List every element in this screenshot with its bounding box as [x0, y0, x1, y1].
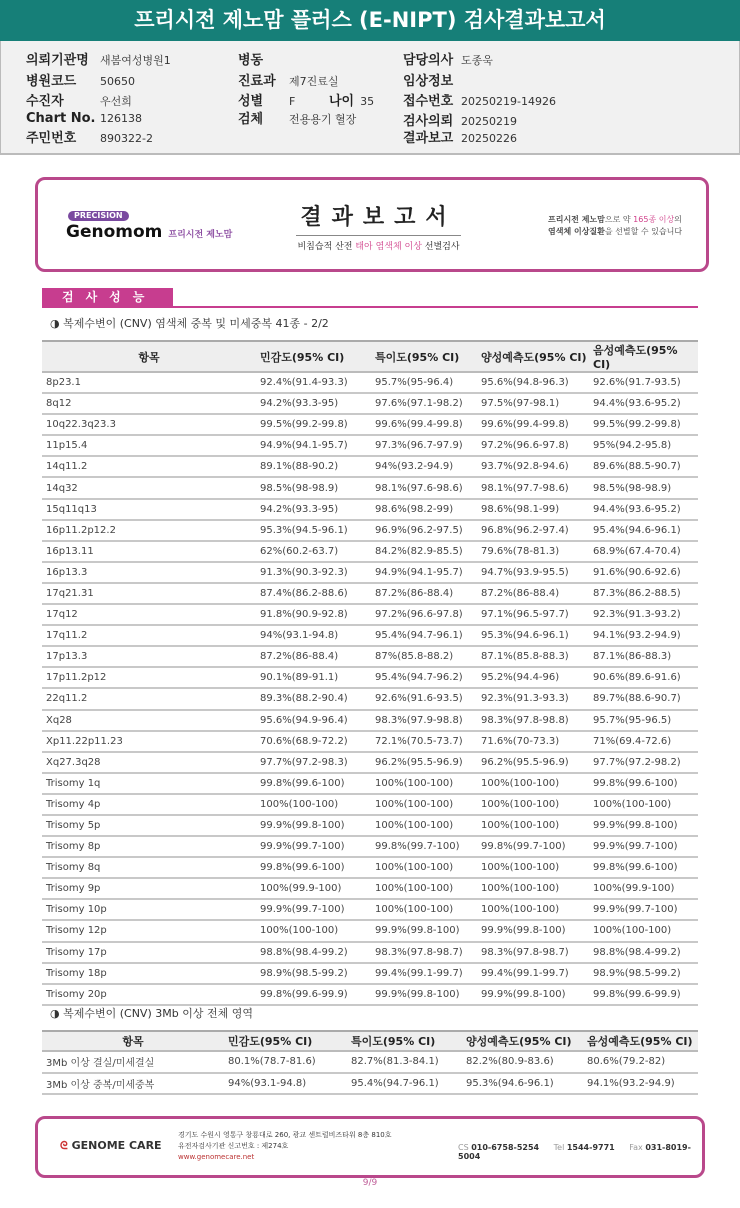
- table-row: [42, 499, 698, 520]
- label: CS: [458, 1143, 469, 1152]
- cell-value: 84.2%(82.9-85.5): [371, 541, 477, 562]
- table2-subtitle: ◑ 복제수변이 (CNV) 3Mb 이상 전체 영역: [50, 1007, 253, 1020]
- cell-item: 10q22.3q23.3: [42, 414, 256, 435]
- cell-value: 100%(100-100): [477, 878, 589, 899]
- fax-number: 031-8019-5004: [458, 1143, 691, 1161]
- value: F: [289, 95, 296, 108]
- page-number: 9/9: [362, 1178, 378, 1188]
- value: 제7진료실: [289, 75, 339, 88]
- table-row: [42, 984, 698, 1005]
- cell-value: 68.9%(67.4-70.4): [589, 541, 698, 562]
- company: GENOME CARE: [71, 1139, 162, 1152]
- cell-value: 98.3%(97.9-98.8): [371, 710, 477, 731]
- table-row: [42, 688, 698, 709]
- cell-value: 98.3%(97.8-98.7): [371, 942, 477, 963]
- cell-value: 98.8%(98.4-99.2): [589, 942, 698, 963]
- table-row: [42, 393, 698, 414]
- t: 염색체 이상질환: [548, 227, 605, 236]
- cell-value: 99.8%(99.6-100): [589, 857, 698, 878]
- cell-value: 100%(100-100): [589, 794, 698, 815]
- cell-value: 100%(99.9-100): [256, 878, 371, 899]
- cell-item: Trisomy 20p: [42, 984, 256, 1005]
- column-header: 특이도(95% CI): [371, 341, 477, 372]
- table-row: [42, 625, 698, 646]
- table-row: [42, 752, 698, 773]
- cell-value: 100%(100-100): [371, 899, 477, 920]
- footer-address: [178, 1130, 392, 1163]
- cell-value: 95.3%(94.6-96.1): [462, 1073, 583, 1095]
- column-header: 항목: [42, 1031, 224, 1051]
- address: 경기도 수원시 영통구 창룡대로 260, 광교 센트럴비즈타워 8층 810호: [178, 1131, 392, 1139]
- label: 병원코드: [26, 74, 77, 89]
- column-header: 양성예측도(95% CI): [462, 1031, 583, 1051]
- cell-value: 100%(100-100): [371, 815, 477, 836]
- cell-value: 97.7%(97.2-98.2): [589, 752, 698, 773]
- cell-item: 17p13.3: [42, 646, 256, 667]
- specimen-field: [238, 108, 356, 127]
- cell-value: 94%(93.1-94.8): [256, 625, 371, 646]
- cell-value: 98.3%(97.8-98.8): [477, 710, 589, 731]
- cell-value: 98.1%(97.7-98.6): [477, 477, 589, 498]
- report-banner: [35, 177, 709, 272]
- brand-sub: 프리시전 제노맘: [168, 230, 233, 240]
- cell-value: 98.9%(98.5-99.2): [256, 963, 371, 984]
- cell-value: 99.9%(99.8-100): [371, 984, 477, 1005]
- cell-item: Trisomy 12p: [42, 920, 256, 941]
- cell-value: 95.4%(94.7-96.1): [371, 625, 477, 646]
- cell-value: 99.4%(99.1-99.7): [371, 963, 477, 984]
- label: 진료과: [238, 74, 276, 89]
- table-row: [42, 667, 698, 688]
- cell-value: 87.1%(86-88.3): [589, 646, 698, 667]
- cell-value: 89.1%(88-90.2): [256, 456, 371, 477]
- cell-value: 92.3%(91.3-93.2): [589, 604, 698, 625]
- report-date-field: [403, 127, 517, 146]
- cell-value: 100%(100-100): [477, 899, 589, 920]
- cell-value: 99.8%(99.7-100): [371, 836, 477, 857]
- footer: [35, 1116, 705, 1178]
- label: 의뢰기관명: [26, 53, 89, 68]
- footer-contacts: [458, 1143, 702, 1161]
- cell-value: 100%(100-100): [371, 794, 477, 815]
- cell-value: 95.4%(94.7-96.1): [347, 1073, 462, 1095]
- cell-value: 99.8%(99.6-100): [589, 773, 698, 794]
- table-row: [42, 435, 698, 456]
- label: 접수번호: [403, 94, 454, 109]
- website-link[interactable]: www.genomecare.net: [178, 1153, 255, 1161]
- value: 50650: [100, 75, 135, 88]
- cell-value: 87.2%(86-88.4): [371, 583, 477, 604]
- column-header: 항목: [42, 341, 256, 372]
- cell-value: 72.1%(70.5-73.7): [371, 731, 477, 752]
- cell-value: 100%(100-100): [477, 794, 589, 815]
- table-row: [42, 920, 698, 941]
- table-row: [42, 456, 698, 477]
- cell-value: 98.6%(98.1-99): [477, 499, 589, 520]
- cell-value: 95.7%(95-96.4): [371, 372, 477, 393]
- cell-value: 92.6%(91.6-93.5): [371, 688, 477, 709]
- cell-value: 97.3%(96.7-97.9): [371, 435, 477, 456]
- section-divider: [42, 306, 698, 308]
- gc-icon: ᘓ: [60, 1139, 68, 1152]
- table-row: [42, 773, 698, 794]
- cell-value: 100%(100-100): [371, 857, 477, 878]
- cell-value: 95.3%(94.6-96.1): [477, 625, 589, 646]
- cell-value: 99.9%(99.8-100): [477, 920, 589, 941]
- cell-value: 99.9%(99.7-100): [256, 836, 371, 857]
- cell-value: 94.2%(93.3-95): [256, 499, 371, 520]
- cell-value: 91.3%(90.3-92.3): [256, 562, 371, 583]
- cell-value: 91.8%(90.9-92.8): [256, 604, 371, 625]
- cell-value: 94.9%(94.1-95.7): [256, 435, 371, 456]
- label: Chart No.: [26, 111, 96, 126]
- cell-value: 89.7%(88.6-90.7): [589, 688, 698, 709]
- institution-field: [26, 49, 171, 68]
- cell-value: 92.6%(91.7-93.5): [589, 372, 698, 393]
- cell-value: 99.9%(99.7-100): [589, 836, 698, 857]
- cell-value: 93.7%(92.8-94.6): [477, 456, 589, 477]
- table-row: [42, 562, 698, 583]
- cell-value: 94.1%(93.2-94.9): [589, 625, 698, 646]
- label: 병동: [238, 53, 264, 68]
- cell-item: 14q11.2: [42, 456, 256, 477]
- cell-value: 95%(94.2-95.8): [589, 435, 698, 456]
- cell-value: 99.6%(99.4-99.8): [371, 414, 477, 435]
- cell-value: 87.1%(85.8-88.3): [477, 646, 589, 667]
- banner-title: 결과보고서: [296, 200, 461, 236]
- cell-item: Trisomy 10p: [42, 899, 256, 920]
- cell-item: 17p11.2p12: [42, 667, 256, 688]
- value: 새봄여성병원1: [100, 54, 171, 67]
- cell-value: 97.7%(97.2-98.3): [256, 752, 371, 773]
- sex-field: [238, 90, 295, 109]
- value: 우선희: [100, 95, 132, 108]
- cell-item: Trisomy 5p: [42, 815, 256, 836]
- column-header: 민감도(95% CI): [256, 341, 371, 372]
- cell-value: 95.6%(94.8-96.3): [477, 372, 589, 393]
- table-row: [42, 1051, 698, 1073]
- cell-value: 99.8%(99.6-100): [256, 773, 371, 794]
- cell-value: 99.6%(99.4-99.8): [477, 414, 589, 435]
- cell-value: 92.3%(91.3-93.3): [477, 688, 589, 709]
- column-header: 음성예측도(95% CI): [583, 1031, 698, 1051]
- cell-value: 97.1%(96.5-97.7): [477, 604, 589, 625]
- cell-value: 99.9%(99.7-100): [256, 899, 371, 920]
- cell-value: 100%(100-100): [477, 857, 589, 878]
- cell-value: 99.8%(99.7-100): [477, 836, 589, 857]
- ward-field: [238, 49, 289, 68]
- section-header: 검사성능: [42, 288, 173, 307]
- age-field: [329, 90, 374, 109]
- value: 890322-2: [100, 132, 153, 145]
- cell-item: Xp11.22p11.23: [42, 731, 256, 752]
- cell-value: 94.9%(94.1-95.7): [371, 562, 477, 583]
- precision-badge: PRECISION: [68, 211, 129, 221]
- cell-value: 99.9%(99.8-100): [256, 815, 371, 836]
- receipt-field: [403, 90, 556, 109]
- table-row: [42, 414, 698, 435]
- cell-item: 17q21.31: [42, 583, 256, 604]
- table-row: [42, 646, 698, 667]
- performance-table-cnv: [42, 340, 698, 1006]
- column-header: 특이도(95% CI): [347, 1031, 462, 1051]
- dept-field: [238, 70, 339, 89]
- table-row: [42, 794, 698, 815]
- table-row: [42, 372, 698, 393]
- cell-value: 96.9%(96.2-97.5): [371, 520, 477, 541]
- cell-item: Trisomy 9p: [42, 878, 256, 899]
- clinical-field: [403, 70, 461, 89]
- cell-value: 99.5%(99.2-99.8): [256, 414, 371, 435]
- label: 주민번호: [26, 131, 77, 146]
- id-field: [26, 127, 153, 146]
- table-row: [42, 1073, 698, 1095]
- label: 성별: [238, 94, 264, 109]
- table1-subtitle: ◑ 복제수변이 (CNV) 염색체 중복 및 미세중복 41종 - 2/2: [50, 317, 329, 330]
- cell-value: 100%(100-100): [477, 815, 589, 836]
- label: 담당의사: [403, 53, 454, 68]
- table-row: [42, 899, 698, 920]
- cell-value: 94.7%(93.9-95.5): [477, 562, 589, 583]
- cell-value: 87.3%(86.2-88.5): [589, 583, 698, 604]
- value: 20250219-14926: [461, 95, 556, 108]
- performance-table-3mb: [42, 1030, 698, 1095]
- cell-value: 97.2%(96.6-97.8): [477, 435, 589, 456]
- cell-value: 96.2%(95.5-96.9): [477, 752, 589, 773]
- table-row: [42, 836, 698, 857]
- cell-item: 16p13.3: [42, 562, 256, 583]
- cell-value: 79.6%(78-81.3): [477, 541, 589, 562]
- cell-value: 99.9%(99.7-100): [589, 899, 698, 920]
- cell-value: 87.2%(86-88.4): [477, 583, 589, 604]
- cell-value: 99.9%(99.8-100): [589, 815, 698, 836]
- cell-value: 100%(100-100): [589, 920, 698, 941]
- chart-field: [26, 111, 142, 126]
- t: 으로 약: [604, 215, 634, 224]
- cell-value: 99.9%(99.8-100): [371, 920, 477, 941]
- cell-value: 71.6%(70-73.3): [477, 731, 589, 752]
- label: 나이: [329, 94, 355, 109]
- patient-field: [26, 90, 132, 109]
- license: 유전자검사기관 신고번호 : 제274호: [178, 1142, 289, 1150]
- cell-item: 17q11.2: [42, 625, 256, 646]
- cell-value: 94%(93.1-94.8): [224, 1073, 347, 1095]
- cell-value: 100%(100-100): [256, 794, 371, 815]
- t: 의: [674, 215, 682, 224]
- cell-value: 99.5%(99.2-99.8): [589, 414, 698, 435]
- table-row: [42, 731, 698, 752]
- cell-value: 97.6%(97.1-98.2): [371, 393, 477, 414]
- cell-value: 87.4%(86.2-88.6): [256, 583, 371, 604]
- cell-item: Trisomy 4p: [42, 794, 256, 815]
- cell-value: 89.6%(88.5-90.7): [589, 456, 698, 477]
- cell-item: Xq28: [42, 710, 256, 731]
- cell-value: 94.4%(93.6-95.2): [589, 393, 698, 414]
- cell-value: 95.3%(94.5-96.1): [256, 520, 371, 541]
- table-row: [42, 710, 698, 731]
- genomom-logo: [66, 222, 232, 242]
- label: 검체: [238, 112, 264, 127]
- cell-value: 95.2%(94.4-96): [477, 667, 589, 688]
- table-row: [42, 815, 698, 836]
- cell-value: 92.4%(91.4-93.3): [256, 372, 371, 393]
- label: 수진자: [26, 94, 64, 109]
- cell-value: 80.1%(78.7-81.6): [224, 1051, 347, 1073]
- cell-value: 99.9%(99.8-100): [477, 984, 589, 1005]
- cell-item: Trisomy 8q: [42, 857, 256, 878]
- cell-value: 99.4%(99.1-99.7): [477, 963, 589, 984]
- cell-item: 14q32: [42, 477, 256, 498]
- t: 프리시전 제노맘: [548, 215, 605, 224]
- cell-value: 100%(100-100): [256, 920, 371, 941]
- cell-value: 80.6%(79.2-82): [583, 1051, 698, 1073]
- cell-value: 95.4%(94.7-96.2): [371, 667, 477, 688]
- cell-value: 90.1%(89-91.1): [256, 667, 371, 688]
- tel-number: 1544-9771: [566, 1143, 615, 1152]
- cell-item: 17q12: [42, 604, 256, 625]
- column-header: 민감도(95% CI): [224, 1031, 347, 1051]
- table-row: [42, 520, 698, 541]
- banner-note: [548, 214, 682, 238]
- column-header: 음성예측도(95% CI): [589, 341, 698, 372]
- table-row: [42, 604, 698, 625]
- cell-item: 16p13.11: [42, 541, 256, 562]
- value: 20250219: [461, 115, 517, 128]
- table-row: [42, 541, 698, 562]
- patient-info: [0, 41, 740, 155]
- cell-item: Trisomy 8p: [42, 836, 256, 857]
- value: 126138: [100, 112, 142, 125]
- cell-value: 89.3%(88.2-90.4): [256, 688, 371, 709]
- cell-value: 87.2%(86-88.4): [256, 646, 371, 667]
- cell-item: 8p23.1: [42, 372, 256, 393]
- cell-value: 71%(69.4-72.6): [589, 731, 698, 752]
- value: 도종욱: [461, 54, 493, 67]
- value: 35: [360, 95, 375, 108]
- label: Tel: [553, 1143, 565, 1152]
- cell-item: Trisomy 18p: [42, 963, 256, 984]
- cell-item: Trisomy 1q: [42, 773, 256, 794]
- table-row: [42, 857, 698, 878]
- cell-value: 95.7%(95-96.5): [589, 710, 698, 731]
- table-row: [42, 583, 698, 604]
- cell-value: 97.5%(97-98.1): [477, 393, 589, 414]
- cell-value: 70.6%(68.9-72.2): [256, 731, 371, 752]
- t: 선별검사: [421, 242, 460, 252]
- cell-item: 16p11.2p12.2: [42, 520, 256, 541]
- brand: Genomom: [66, 222, 163, 242]
- cell-value: 98.8%(98.4-99.2): [256, 942, 371, 963]
- t: 을 선별할 수 있습니다: [604, 227, 683, 236]
- cell-item: 15q11q13: [42, 499, 256, 520]
- table-row: [42, 878, 698, 899]
- cell-value: 98.1%(97.6-98.6): [371, 477, 477, 498]
- cell-value: 98.5%(98-98.9): [256, 477, 371, 498]
- cell-value: 95.6%(94.9-96.4): [256, 710, 371, 731]
- cell-value: 100%(100-100): [371, 878, 477, 899]
- label: Fax: [629, 1143, 643, 1152]
- t: 165종 이상: [633, 215, 675, 224]
- cell-value: 87%(85.8-88.2): [371, 646, 477, 667]
- cell-value: 94%(93.2-94.9): [371, 456, 477, 477]
- label: 임상정보: [403, 74, 454, 89]
- cell-value: 94.4%(93.6-95.2): [589, 499, 698, 520]
- doctor-field: [403, 49, 493, 68]
- cell-value: 98.6%(98.2-99): [371, 499, 477, 520]
- cell-value: 97.2%(96.6-97.8): [371, 604, 477, 625]
- cell-item: 22q11.2: [42, 688, 256, 709]
- cell-item: 11p15.4: [42, 435, 256, 456]
- cell-value: 96.8%(96.2-97.4): [477, 520, 589, 541]
- cell-item: Xq27.3q28: [42, 752, 256, 773]
- label: 검사의뢰: [403, 114, 454, 129]
- table-row: [42, 477, 698, 498]
- report-title: 프리시전 제노맘 플러스 (E-NIPT) 검사결과보고서: [0, 0, 740, 41]
- t: 비침습적 산전: [297, 242, 356, 252]
- banner-subtitle: [296, 239, 461, 252]
- cell-value: 98.9%(98.5-99.2): [589, 963, 698, 984]
- cell-item: 8q12: [42, 393, 256, 414]
- cell-value: 99.8%(99.6-99.9): [589, 984, 698, 1005]
- cs-number: 010-6758-5254: [471, 1143, 540, 1152]
- value: 20250226: [461, 132, 517, 145]
- cell-value: 100%(99.9-100): [589, 878, 698, 899]
- cell-value: 100%(100-100): [371, 773, 477, 794]
- table-row: [42, 942, 698, 963]
- column-header: 양성예측도(95% CI): [477, 341, 589, 372]
- cell-value: 94.2%(93.3-95): [256, 393, 371, 414]
- cell-value: 99.8%(99.6-99.9): [256, 984, 371, 1005]
- cell-value: 99.8%(99.6-100): [256, 857, 371, 878]
- genome-care-logo: [60, 1139, 162, 1153]
- value: 전용용기 혈장: [289, 113, 357, 126]
- cell-value: 82.7%(81.3-84.1): [347, 1051, 462, 1073]
- cell-value: 96.2%(95.5-96.9): [371, 752, 477, 773]
- cell-value: 90.6%(89.6-91.6): [589, 667, 698, 688]
- cell-value: 100%(100-100): [477, 773, 589, 794]
- cell-value: 82.2%(80.9-83.6): [462, 1051, 583, 1073]
- cell-item: Trisomy 17p: [42, 942, 256, 963]
- cell-value: 91.6%(90.6-92.6): [589, 562, 698, 583]
- cell-value: 94.1%(93.2-94.9): [583, 1073, 698, 1095]
- t: 태아 염색체 이상: [355, 242, 422, 252]
- label: 결과보고: [403, 131, 454, 146]
- table-row: [42, 963, 698, 984]
- cell-value: 62%(60.2-63.7): [256, 541, 371, 562]
- cell-value: 98.3%(97.8-98.7): [477, 942, 589, 963]
- cell-item: 3Mb 이상 중복/미세중복: [42, 1073, 224, 1095]
- cell-value: 98.5%(98-98.9): [589, 477, 698, 498]
- cell-value: 95.4%(94.6-96.1): [589, 520, 698, 541]
- cell-item: 3Mb 이상 결실/미세결실: [42, 1051, 224, 1073]
- hospital-code-field: [26, 70, 135, 89]
